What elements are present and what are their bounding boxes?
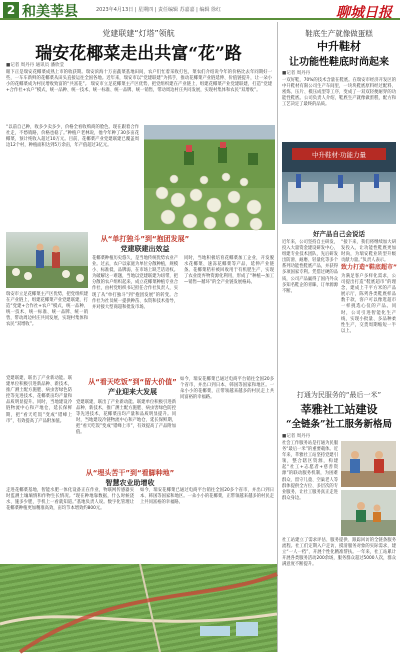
main-body-col2 xyxy=(92,256,178,374)
right-headline-2: 让功能性鞋底时尚起来 xyxy=(289,57,389,68)
right-subhead-b xyxy=(340,262,398,271)
right-body-b xyxy=(341,274,396,376)
main-body-col4 xyxy=(6,376,72,466)
right-subhead-b-text: 致力打造“鞋底超市” xyxy=(341,264,397,271)
harvest-workers-photo xyxy=(6,232,88,288)
bottom-body-text: 社会工作服务站是打通为民服务“最后一米”的重要载体。近年来，莘雅社工站坚持党建引领，整合辖区资源，构建起“社工+志愿者+慈善资源”的联动服务机制，为困难群众、留守儿童、空巢老人等群体提供全方位、多层次的专业服务，让社工服务真正走进群众身边。 xyxy=(282,441,339,501)
main-body-text: 党建联建，联出了产业新动能。联建单位积极引进新品种、新技术，推广测土配方施肥、病虫害绿色防控等先进技术，花椰菜亩均产量和品质明显提升。同时，当地建设冷链物流中心和产地仓，延长保鲜期，把“看天吃饭”变成“错峰上市”，有效提高了产品附加值。 xyxy=(6,376,72,424)
right-body-text: 近年来，公司坚持自主研发，投入大量资金建设研发中心，组建专业技术团队，先后研发出防滑、耐磨、轻量化等多个系列功能性鞋底产品，并获得多项国家专利。凭借过硬的品质，公司产品赢得了国内外众多知名鞋企的青睐，订单源源不断。 xyxy=(282,240,338,294)
factory-photo xyxy=(282,142,396,224)
aerial-roads-illustration xyxy=(0,564,277,652)
subhead-1-line2: 党建联建出效益 xyxy=(120,245,170,253)
subhead-2-line1: 从“看天吃饭”到“留大价值” xyxy=(88,378,177,386)
right-body-text: “接下来，我们将继续加大研发投入，让功能性鞋底更加时尚，为瑞安鞋业转型升级贡献力量。”负责人表示。 xyxy=(341,240,396,264)
main-body-col3 xyxy=(184,256,274,374)
factory-sign: 中升鞋材·功能力量 xyxy=(311,151,367,159)
subhead-2 xyxy=(75,377,190,397)
right-body-text: 为满足客户多样化需求，公司提出打造“鞋底超市”的理念，建成上千平方米的产品展示厅，陈列各类鞋底样品数千款，客户可以像逛超市一样挑选心仪的产品。同时，公司引进智能化生产线，实现小批量、多品种柔性生产，交货周期缩短一半以上。 xyxy=(341,274,396,334)
right-headline-1: 中升鞋材 xyxy=(317,40,361,53)
main-intro xyxy=(6,70,272,120)
main-body-col7 xyxy=(6,488,134,562)
page-header xyxy=(0,0,400,20)
main-body-text: 花椰菜种植历史悠久，是当地传统优势农业产业。过去，农户以家庭为单位分散种植，规模小、标准低、品牌弱，在市场上缺乏话语权。为破解这一难题，当地以党建联建为纽带，把分散的农户组织起来，成立花椰菜种植专业合作社，由村党组织书记担任合作社负责人，实现了从“单打独斗”到“抱团发展”的转变。合作社为社员统一提供种苗、农资和技术指导，并对接大型商超和批发市场。 xyxy=(92,256,178,310)
cauliflower-field-illustration xyxy=(144,125,275,230)
main-intro-text-2: 瑞安市立足花椰菜主产区优势，把党组织建在产业链上，组建花椰菜产业党建联建，打造“党建+合作社+农户”模式，统一品种、统一技术、统一标准、统一品牌、统一销售，带动周边村庄共同发展，实现村集体和农民“双增收”。 xyxy=(6,82,272,94)
right-body-text: 一双好鞋，70%的技术含量在鞋底。在瑞安市经济开发区的中升鞋材有限公司生产车间里，一块块鞋底原料经过配料、密炼、压片、模压成型等工序，变成了一双双轻便耐穿的功能性鞋底。公司负责人介绍，鞋底生产就像做蛋糕，配方和工艺决定了最终的品质。 xyxy=(282,78,396,108)
bottom-kicker: 打通为民服务的“最后一米” xyxy=(296,391,382,399)
subhead-3-line1: 从“埋头苦干”到“看脚种地” xyxy=(85,469,175,477)
main-body-col1 xyxy=(6,125,139,230)
right-body-a2 xyxy=(341,240,396,264)
main-headline: 瑞安花椰菜走出共富“花”路 xyxy=(35,44,242,64)
column-divider xyxy=(277,22,278,652)
main-intro-text: 眼下正是瑞安花椰菜成熟上市的收获期。瑞安滨海十万亩蔬菜基地田间，农户们忙着采收打包，菜农们介绍说今年的价格比去年同期好一些，一车车新鲜的花椰菜从田头直接运往全国各地。近年来，瑞安市以“党建联建”为抓手，推动花椰菜产业链延伸、价值链提升，让一朵小小的花椰菜成为村民增收致富的“共富花”。 xyxy=(6,70,272,88)
right-body-intro xyxy=(282,78,396,140)
issue-meta: 2023年4月13日 | 星期四 | 责任编辑 苏嘉嘉 | 编辑 徐红 xyxy=(96,7,222,13)
main-body-col5 xyxy=(76,400,176,466)
social-work-photo-2 xyxy=(341,490,396,536)
bottom-byline: ■记者 周丹丹 xyxy=(282,434,311,439)
right-body-a1 xyxy=(282,240,338,376)
right-byline: ■记者 周丹丹 xyxy=(282,71,311,76)
subhead-2-line2: 产业迎来大发展 xyxy=(108,388,157,396)
social-work-illustration-2 xyxy=(341,490,396,536)
subhead-1-line1: 从“单打独斗”到“抱团发展” xyxy=(100,235,190,243)
bottom-body-1 xyxy=(282,441,338,531)
aerial-field-photo xyxy=(0,564,277,652)
bottom-body-2 xyxy=(282,538,396,650)
subhead-1 xyxy=(90,234,200,254)
newspaper-logo: 聊城日报 xyxy=(336,5,392,21)
main-body-col0 xyxy=(6,292,88,374)
bottom-headline-2: “全链条”社工服务新格局 xyxy=(286,419,392,430)
section-title: 和美莘县 xyxy=(22,4,78,20)
harvest-workers-illustration xyxy=(6,232,88,288)
bottom-body-text: 社工站建立了需求评估、服务提供、跟踪回访的全链条服务流程。社工们定期入户走访，摸清服务对象的实际需求，建立“一人一档”，开展个性化精准帮扶。一年来，社工站累计开展各类服务活动200余场，服务群众超过5000人次，群众满意度不断提升。 xyxy=(282,538,396,568)
bottom-headline-1: 莘雅社工站建设 xyxy=(300,403,378,416)
factory-illustration xyxy=(282,142,396,224)
main-kicker: 党建联建“灯塔”领航 xyxy=(102,29,175,38)
right-kicker: 鞋底生产就像做蛋糕 xyxy=(305,29,373,38)
social-work-photo-1 xyxy=(341,441,396,487)
main-body-col6 xyxy=(180,377,274,466)
main-body-text: 走进花椰菜基地，智能水肥一体化设备正在作业，物联网传感器实时监测土壤墒情和作物生长情况。“现在种地靠数据，什么时候浇水、施多少肥，手机上一看就知道。”基地负责人说。数字化管理让花椰菜种植更加精准高效，亩均节本增效约800元。 xyxy=(6,488,134,512)
main-body-col8 xyxy=(140,488,274,562)
cauliflower-field-photo xyxy=(144,125,275,230)
right-subhead-a xyxy=(282,229,396,238)
main-body-text: 党建联建，联出了产业新动能。联建单位积极引进新品种、新技术，推广测土配方施肥、病虫害绿色防控等先进技术，花椰菜亩均产量和品质明显提升。同时，当地建设冷链物流中心和产地仓，延长保鲜期，把“看天吃饭”变成“错峰上市”，有效提高了产品附加值。 xyxy=(76,400,176,436)
subhead-3-line2: 智慧农业助增收 xyxy=(105,479,155,487)
main-body-text: 如今，瑞安花椰菜已通过电商平台销往全国20多个省市，并出口到日本、韩国等国家和地区。一朵小小的花椰菜，正带领越来越多的村民走上共同富裕的幸福路。 xyxy=(180,377,274,401)
main-body-text: 瑞安市立足花椰菜主产区优势，把党组织建在产业链上，组建花椰菜产业党建联建，打造“党建+合作社+农户”模式，统一品种、统一技术、统一标准、统一品牌、统一销售，带动周边村庄共同发展，实现村集体和农民“双增收”。 xyxy=(6,292,88,328)
page-number: 2 xyxy=(3,2,19,18)
main-byline: ■记者 周丹丹 通讯员 潘欣莹 xyxy=(6,63,65,68)
subhead-3 xyxy=(70,468,190,488)
right-subhead-a-text: 好产品自己会说话 xyxy=(313,230,365,238)
main-body-text: 如今，瑞安花椰菜已通过电商平台销往全国20多个省市，并出口到日本、韩国等国家和地区。一朵小小的花椰菜，正带领越来越多的村民走上共同富裕的幸福路。 xyxy=(140,488,274,506)
main-body-text: “以前自己种，收多少卖多少，价格全看收购商的脸色。现在跟着合作社走，不愁销路，价格也稳了。”种植户老林说，他今年种了30多亩花椰菜，预计纯收入超过10万元。目前，花椰菜产业党建联建已覆盖周边12个村，种植面积达到5万余亩，年产值超过3亿元。 xyxy=(6,125,139,149)
social-work-illustration-1 xyxy=(341,441,396,487)
main-body-text: 同时，当地积极培育花椰菜加工企业，开发脱水花椰菜、速冻花椰菜等产品，延伸产业链条。花椰菜秸秆被回收用于有机肥生产，实现了农业废弃物资源化利用，形成了“种植—加工—销售—循环”的全产业链发展格局。 xyxy=(184,256,274,286)
